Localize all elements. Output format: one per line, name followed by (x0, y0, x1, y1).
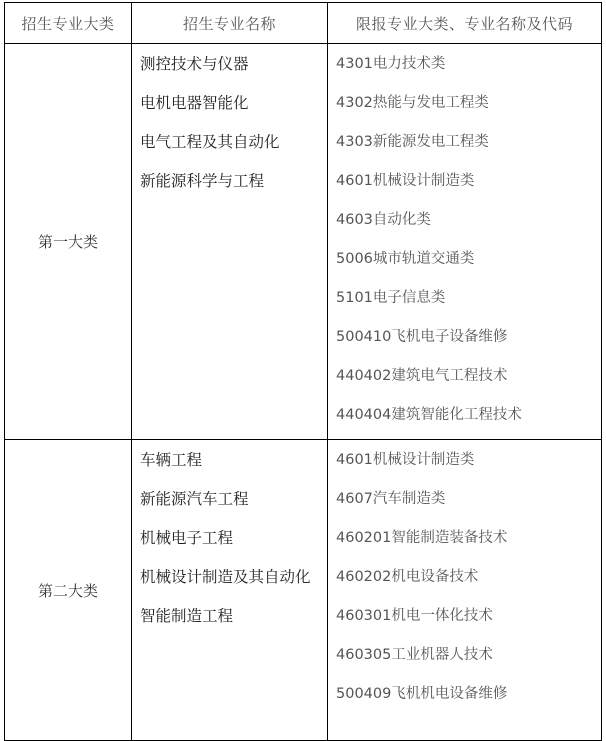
restricted-code: 460305工业机器人技术 (336, 647, 493, 663)
major-names-cell (132, 440, 328, 741)
restricted-code: 460301机电一体化技术 (336, 608, 493, 624)
restricted-code: 4301电力技术类 (336, 56, 446, 72)
restricted-code: 5006城市轨道交通类 (336, 251, 475, 267)
major-name: 电机电器智能化 (140, 94, 249, 112)
major-name: 电气工程及其自动化 (140, 133, 280, 151)
header-category: 招生专业大类 (5, 3, 132, 44)
restricted-code: 4302热能与发电工程类 (336, 95, 489, 111)
header-restricted: 限报专业大类、专业名称及代码 (328, 3, 602, 44)
restricted-code: 4303新能源发电工程类 (336, 134, 489, 150)
major-names-cell (132, 44, 328, 440)
header-major-name: 招生专业名称 (132, 3, 328, 44)
restricted-code: 440402建筑电气工程技术 (336, 368, 508, 384)
header-row (5, 3, 602, 44)
major-name: 新能源科学与工程 (140, 172, 265, 190)
restricted-codes-cell (328, 440, 602, 741)
restricted-code: 460201智能制造装备技术 (336, 530, 508, 546)
major-name: 测控技术与仪器 (140, 55, 249, 73)
major-name: 机械设计制造及其自动化 (140, 568, 311, 586)
restricted-code: 500409飞机机电设备维修 (336, 686, 508, 702)
category-cell: 第一大类 (5, 44, 132, 440)
table-row-group-1 (5, 44, 602, 440)
restricted-code: 4601机械设计制造类 (336, 452, 475, 468)
restricted-code: 5101电子信息类 (336, 290, 446, 306)
category-cell: 第二大类 (5, 440, 132, 741)
restricted-codes-cell (328, 44, 602, 440)
majors-table (4, 2, 602, 741)
restricted-code: 460202机电设备技术 (336, 569, 479, 585)
restricted-code: 4601机械设计制造类 (336, 173, 475, 189)
restricted-code: 4607汽车制造类 (336, 491, 446, 507)
major-name: 机械电子工程 (140, 529, 234, 547)
table-row-group-2 (5, 440, 602, 741)
restricted-code: 440404建筑智能化工程技术 (336, 407, 522, 423)
restricted-code: 4603自动化类 (336, 212, 431, 228)
major-name: 新能源汽车工程 (140, 490, 249, 508)
major-name: 智能制造工程 (140, 607, 234, 625)
major-name: 车辆工程 (140, 451, 203, 469)
restricted-code: 500410飞机电子设备维修 (336, 329, 508, 345)
